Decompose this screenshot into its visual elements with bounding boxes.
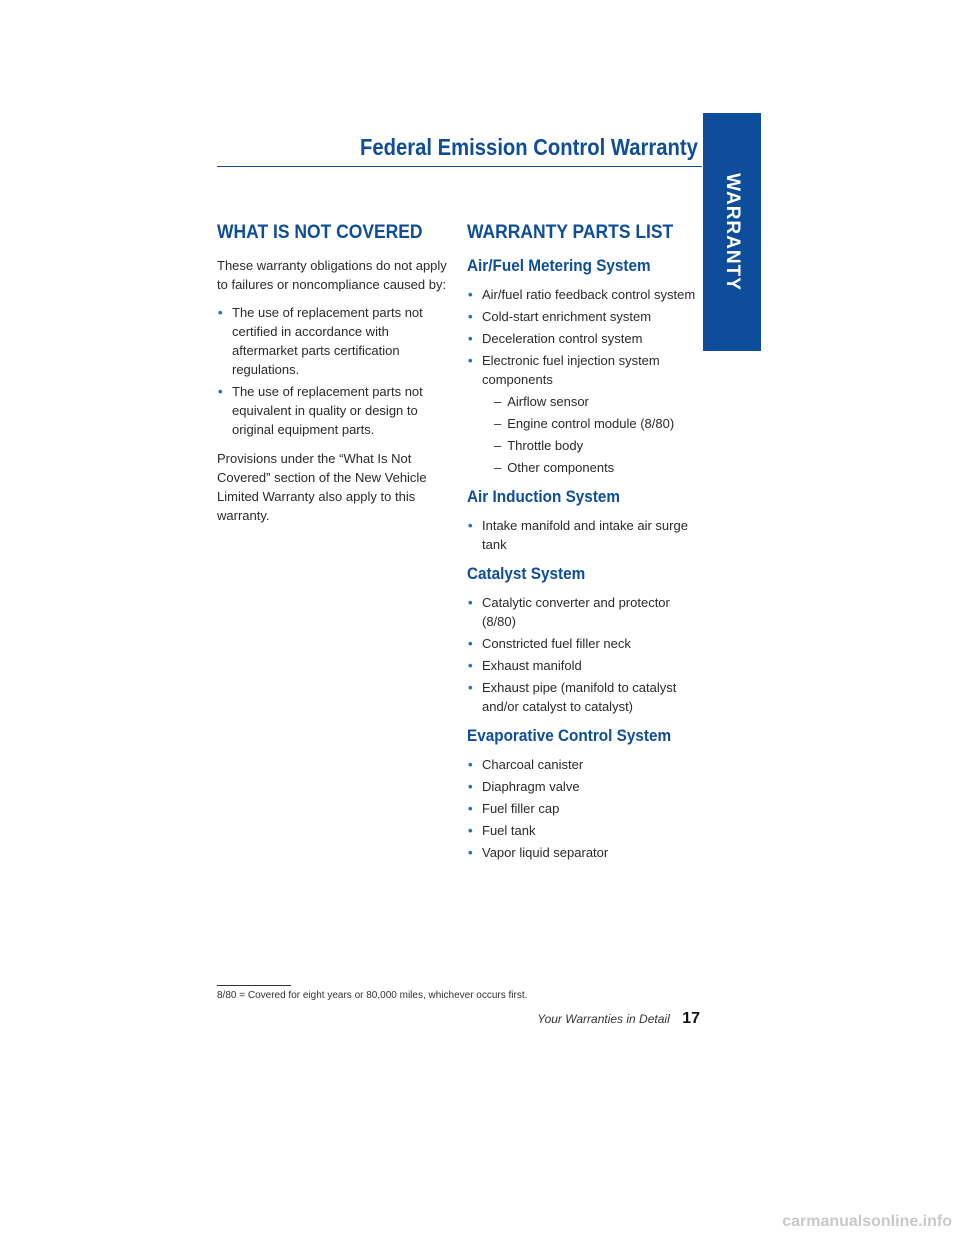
list-item: • Catalytic converter and protector (8/80) — [468, 595, 670, 629]
right-column — [467, 222, 699, 872]
list-item: • Air/fuel ratio feedback control system — [468, 287, 696, 302]
list-item: • Vapor liquid separator — [468, 845, 609, 860]
list-item: • Constricted fuel filler neck — [468, 636, 631, 651]
dash-icon: – — [494, 438, 502, 453]
not-covered-list — [217, 303, 452, 439]
fuel-injection-sublist — [482, 392, 699, 477]
list-item: • Fuel filler cap — [468, 801, 560, 816]
bullet-icon: • — [468, 845, 473, 860]
catalyst-list — [467, 593, 699, 716]
parts-list-heading: WARRANTY PARTS LIST — [467, 222, 674, 243]
list-item: • Fuel tank — [468, 823, 536, 838]
watermark: carmanualsonline.info — [782, 1213, 952, 1230]
section-title-evaporative: Evaporative Control System — [467, 726, 672, 745]
section-title-air-induction: Air Induction System — [467, 487, 621, 506]
page-number: 17 — [682, 1010, 700, 1027]
list-item: • Exhaust pipe (manifold to catalyst and/or catalyst to catalyst) — [468, 680, 677, 714]
dash-icon: – — [494, 416, 502, 431]
not-covered-heading: WHAT IS NOT COVERED — [217, 222, 423, 243]
list-item: • The use of replacement parts not equivalent in quality or design to original equipment parts. — [218, 384, 423, 437]
bullet-icon: • — [468, 331, 473, 346]
air-fuel-list — [467, 285, 699, 477]
bullet-icon: • — [468, 801, 473, 816]
sub-list-item: – Airflow sensor — [494, 394, 589, 409]
bullet-icon: • — [468, 309, 473, 324]
list-item: • Cold-start enrichment system — [468, 309, 652, 324]
sub-list-item: – Throttle body — [494, 438, 584, 453]
bullet-icon: • — [468, 595, 473, 610]
bullet-icon: • — [468, 823, 473, 838]
bullet-icon: • — [468, 779, 473, 794]
bullet-icon: • — [468, 518, 473, 533]
list-item: • Intake manifold and intake air surge tank — [468, 518, 688, 552]
bullet-icon: • — [468, 636, 473, 651]
list-item: • Exhaust manifold — [468, 658, 582, 673]
page-folio — [537, 1010, 700, 1028]
not-covered-intro: These warranty obligations do not apply to failures or noncompliance caused by: — [217, 258, 447, 292]
side-tab-label: WARRANTY — [722, 173, 743, 291]
dash-icon: – — [494, 460, 502, 475]
provisions-paragraph: Provisions under the “What Is Not Covered” section of the New Vehicle Limited Warranty also apply to this warranty. — [217, 451, 427, 523]
sub-list-item: – Engine control module (8/80) — [494, 416, 675, 431]
bullet-icon: • — [468, 353, 473, 368]
bullet-icon: • — [218, 384, 223, 399]
list-item: • The use of replacement parts not certified in accordance with aftermarket parts certification regulations. — [218, 305, 423, 377]
bullet-icon: • — [468, 658, 473, 673]
section-side-tab — [703, 113, 761, 351]
section-title-air-fuel: Air/Fuel Metering System — [467, 256, 651, 275]
left-column — [217, 222, 452, 534]
sub-list-item: – Other components — [494, 460, 615, 475]
section-title-catalyst: Catalyst System — [467, 564, 586, 583]
bullet-icon: • — [218, 305, 223, 320]
page-header-title: Federal Emission Control Warranty — [360, 134, 698, 160]
folio-label: Your Warranties in Detail — [537, 1012, 670, 1026]
footnote-divider — [217, 985, 291, 986]
list-item: • Diaphragm valve — [468, 779, 580, 794]
list-item: • Charcoal canister — [468, 757, 584, 772]
bullet-icon: • — [468, 287, 473, 302]
evaporative-list — [467, 755, 699, 862]
footnote: 8/80 = Covered for eight years or 80,000 miles, whichever occurs first. — [217, 990, 528, 1001]
header-divider — [217, 166, 702, 167]
bullet-icon: • — [468, 680, 473, 695]
bullet-icon: • — [468, 757, 473, 772]
list-item: • Deceleration control system — [468, 331, 643, 346]
list-item: • Electronic fuel injection system components – Airflow sensor – Engine control module (8/80) – Throttle body – Other components — [467, 351, 699, 477]
air-induction-list — [467, 516, 699, 554]
dash-icon: – — [494, 394, 502, 409]
